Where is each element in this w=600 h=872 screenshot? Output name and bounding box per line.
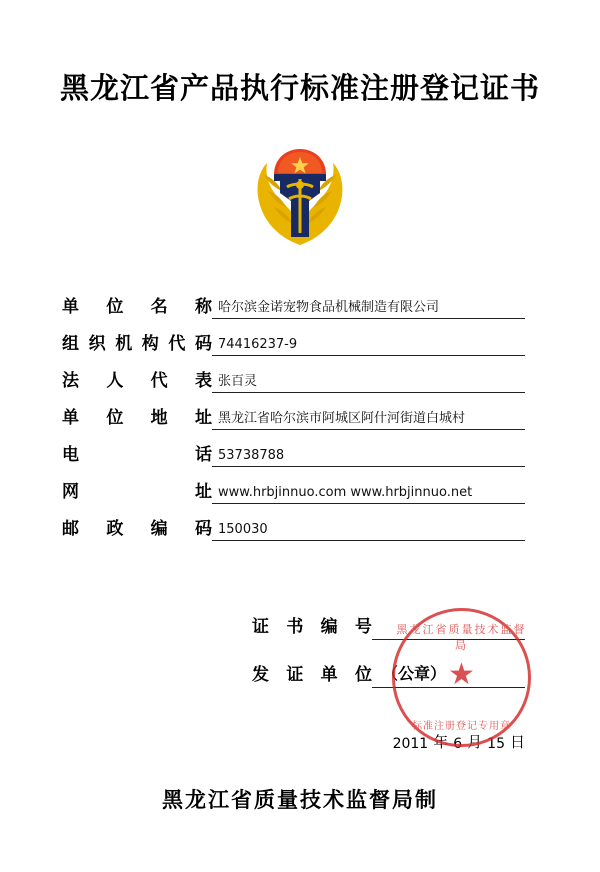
field-company-name xyxy=(0,282,600,319)
field-label-postal-code: 邮 政 编 码 xyxy=(62,519,212,539)
field-value-telephone[interactable]: 53738788 xyxy=(212,448,525,467)
field-organization-code xyxy=(0,319,600,356)
seal-top-text: 黑龙江省质量技术监督局 xyxy=(396,623,527,652)
field-certificate-number xyxy=(0,592,600,640)
field-value-website[interactable]: www.hrbjinnuo.com www.hrbjinnuo.net xyxy=(212,485,525,504)
issue-date-year: 2011 xyxy=(392,736,429,752)
field-label-certificate-number: 证 书 编 号 xyxy=(252,617,372,637)
page-title: 黑龙江省产品执行标准注册登记证书 xyxy=(59,71,540,105)
field-label-website: 网 址 xyxy=(62,482,212,502)
field-legal-representative xyxy=(0,356,600,393)
issue-date xyxy=(0,726,600,752)
national-quality-supervision-emblem xyxy=(247,141,353,249)
field-website xyxy=(0,467,600,504)
issue-date-month: 6 xyxy=(453,736,463,752)
issue-date-month-unit: 月 xyxy=(467,733,483,751)
field-value-postal-code[interactable]: 150030 xyxy=(212,522,525,541)
field-value-issuing-authority[interactable]: （公章） xyxy=(372,661,525,688)
issuance-block xyxy=(0,592,600,692)
field-value-legal-representative[interactable]: 张百灵 xyxy=(212,370,525,393)
issue-date-day: 15 xyxy=(487,736,505,752)
field-value-organization-code[interactable]: 74416237-9 xyxy=(212,337,525,356)
field-list xyxy=(0,282,600,541)
field-label-telephone: 电 话 xyxy=(62,445,212,465)
field-value-company-address[interactable]: 黑龙江省哈尔滨市阿城区阿什河街道白城村 xyxy=(212,407,525,430)
issue-date-year-unit: 年 xyxy=(433,733,449,751)
seal-bottom-text: 标准注册登记专用章 xyxy=(412,721,511,732)
emblem-container xyxy=(0,140,600,250)
field-label-issuing-authority: 发 证 单 位 xyxy=(252,665,372,685)
field-postal-code xyxy=(0,504,600,541)
field-value-company-name[interactable]: 哈尔滨金诺宠物食品机械制造有限公司 xyxy=(212,296,525,319)
field-telephone xyxy=(0,430,600,467)
field-value-certificate-number[interactable] xyxy=(372,620,525,640)
field-label-organization-code: 组 织 机 构 代 码 xyxy=(62,334,212,354)
field-label-company-name: 单 位 名 称 xyxy=(62,297,212,317)
field-label-company-address: 单 位 地 址 xyxy=(62,408,212,428)
star-icon: ★ xyxy=(448,656,475,692)
field-company-address xyxy=(0,393,600,430)
field-label-legal-representative: 法 人 代 表 xyxy=(62,371,212,391)
issuer-footer: 黑龙江省质量技术监督局制 xyxy=(162,787,438,812)
issue-date-day-unit: 日 xyxy=(509,733,525,751)
field-issuing-authority xyxy=(0,640,600,692)
